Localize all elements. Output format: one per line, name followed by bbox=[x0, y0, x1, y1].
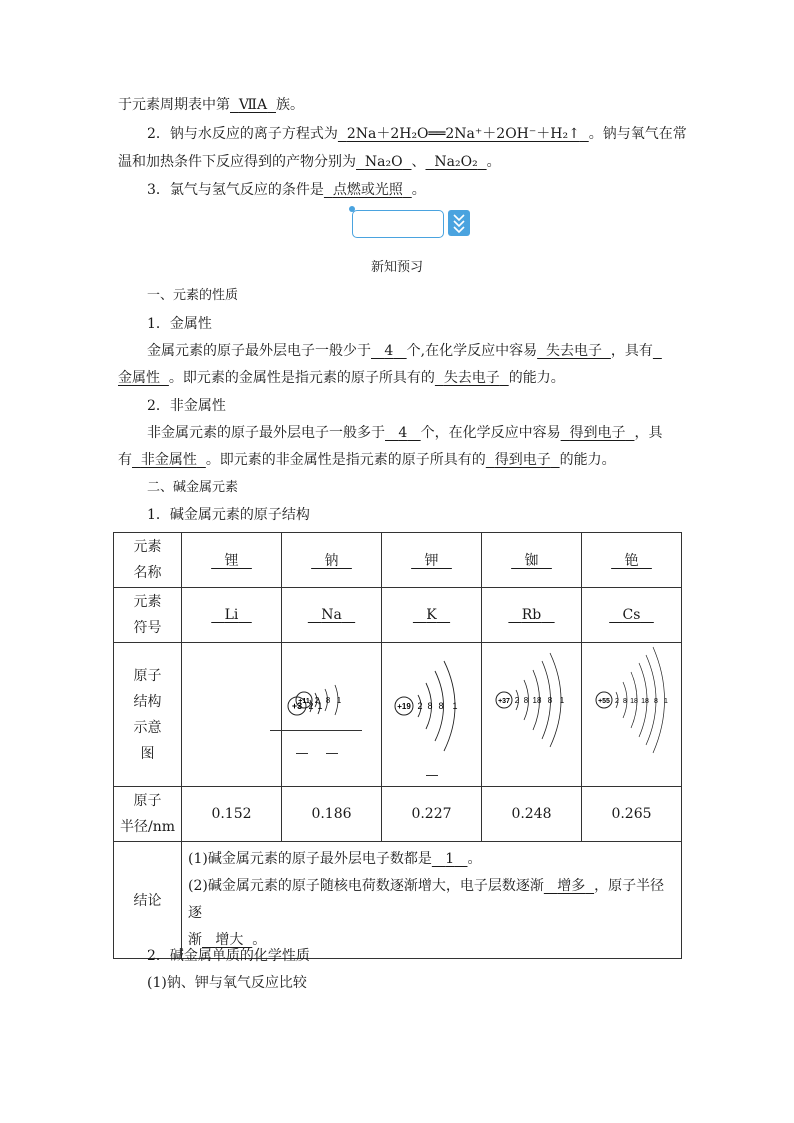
cell-radius: 0.152 bbox=[182, 787, 282, 842]
answer-line bbox=[300, 730, 362, 731]
text: 个，在化学反应中容易 bbox=[420, 425, 561, 441]
row-structure bbox=[114, 643, 682, 787]
cell-radius: 0.265 bbox=[582, 787, 682, 842]
cell-symbol: Li bbox=[182, 588, 282, 643]
text: ，具有 bbox=[610, 343, 653, 359]
answer: 1 bbox=[445, 851, 455, 867]
chevron-down-icon bbox=[448, 210, 470, 236]
shell-count: 2 bbox=[314, 696, 320, 705]
row-header-conclusion: 结论 bbox=[114, 842, 182, 959]
text: ，具 bbox=[634, 425, 663, 441]
cell-symbol: K bbox=[382, 588, 482, 643]
intro-q3 bbox=[147, 180, 426, 200]
s2-sub2: 2．碱金属单质的化学性质 bbox=[147, 948, 310, 964]
shell-count: 2 bbox=[417, 701, 423, 711]
shell-count: 8 bbox=[438, 701, 444, 711]
text: 的能力。 bbox=[559, 452, 616, 468]
answer: 增大 bbox=[215, 932, 244, 948]
intro-q2 bbox=[147, 124, 687, 144]
text: 。即元素的金属性是指元素的原子所具有的 bbox=[168, 370, 435, 386]
nucleus-label: +11 bbox=[298, 698, 310, 705]
shell-count: 8 bbox=[523, 696, 529, 705]
answer: 失去电子 bbox=[443, 370, 500, 386]
s1-sub2: 2．非金属性 bbox=[147, 398, 226, 414]
text: 温和加热条件下反应得到的产物分别为 bbox=[118, 154, 356, 170]
nucleus-label: +3 bbox=[291, 701, 303, 711]
shell-count: 8 bbox=[654, 698, 658, 705]
text: 有 bbox=[118, 452, 132, 468]
s1-p1b bbox=[118, 368, 565, 388]
s2-title: 二、碱金属元素 bbox=[147, 480, 239, 495]
answer-group-number: ⅦA bbox=[238, 97, 268, 113]
answer-na2o2: Na₂O₂ bbox=[434, 154, 478, 170]
shell-count: 8 bbox=[325, 696, 331, 705]
cell-name: 锂 bbox=[182, 533, 282, 588]
atom-diagram-rb bbox=[482, 643, 582, 786]
shell-count: 1 bbox=[336, 696, 342, 705]
section-title: 新知预习 bbox=[370, 260, 423, 275]
nucleus-label: +19 bbox=[397, 702, 411, 711]
shell-count: 18 bbox=[641, 698, 649, 705]
text: 族。 bbox=[276, 97, 304, 113]
s2-sub1: 1．碱金属元素的原子结构 bbox=[147, 507, 310, 523]
row-radius bbox=[114, 787, 682, 842]
cell-symbol: Rb bbox=[482, 588, 582, 643]
cell-name: 钠 bbox=[282, 533, 382, 588]
answer: 非金属性 bbox=[140, 452, 197, 468]
shell-count: 1 bbox=[452, 701, 458, 711]
text: 。即元素的非金属性是指元素的原子所具有的 bbox=[205, 452, 486, 468]
intro-q2b bbox=[118, 152, 501, 172]
row-conclusion bbox=[114, 842, 682, 959]
text: 渐 bbox=[188, 932, 202, 948]
text: 于元素周期表中第 bbox=[118, 97, 230, 113]
answer: 失去电子 bbox=[546, 343, 602, 359]
cell-structure bbox=[482, 643, 582, 787]
cell-name: 铷 bbox=[482, 533, 582, 588]
answer-condition: 点燃或光照 bbox=[332, 182, 403, 198]
shell-count: 8 bbox=[547, 696, 553, 705]
answer-line bbox=[326, 753, 338, 754]
answer-blank bbox=[653, 343, 662, 359]
s1-title: 一、元素的性质 bbox=[147, 288, 239, 303]
text: 的能力。 bbox=[508, 370, 565, 386]
text: 非金属元素的原子最外层电子一般多于 bbox=[147, 425, 385, 441]
section-banner bbox=[352, 210, 470, 238]
nucleus-label: +55 bbox=[598, 698, 610, 705]
text: 。 bbox=[467, 851, 482, 867]
row-header-symbol: 元素 符号 bbox=[114, 588, 182, 643]
shell-count: 18 bbox=[532, 696, 542, 705]
text: 。 bbox=[486, 154, 501, 170]
alkali-metal-table bbox=[113, 532, 682, 959]
answer-line bbox=[426, 775, 438, 776]
shell-count: 2 bbox=[615, 698, 619, 705]
cell-structure bbox=[582, 643, 682, 787]
shell-count: 2 bbox=[308, 701, 314, 711]
cell-structure bbox=[382, 643, 482, 787]
row-header-structure: 原子 结构 示意 图 bbox=[114, 643, 182, 787]
answer: 得到电子 bbox=[494, 452, 551, 468]
cell-structure bbox=[282, 643, 382, 787]
text: 。 bbox=[411, 182, 426, 198]
cell-radius: 0.227 bbox=[382, 787, 482, 842]
s1-p2a bbox=[147, 423, 662, 443]
answer: 金属性 bbox=[118, 370, 160, 386]
cell-name: 钾 bbox=[382, 533, 482, 588]
atom-diagram-na bbox=[282, 643, 382, 786]
nucleus-label: +37 bbox=[498, 698, 510, 705]
text: 、 bbox=[411, 154, 426, 170]
answer-equation: 2Na＋2H₂O══2Na⁺＋2OH⁻＋H₂↑ bbox=[346, 126, 580, 142]
row-header-radius: 原子 半径/nm bbox=[114, 787, 182, 842]
text: 。 bbox=[252, 932, 267, 948]
atom-diagram-cs bbox=[582, 643, 682, 786]
shell-count: 1 bbox=[317, 701, 323, 711]
text: 3．氯气与氢气反应的条件是 bbox=[147, 182, 324, 198]
banner-box bbox=[352, 210, 444, 238]
s2-sub3: (1)钠、钾与氧气反应比较 bbox=[147, 975, 307, 991]
cell-symbol: Cs bbox=[582, 588, 682, 643]
text: (1)碱金属元素的原子最外层电子数都是 bbox=[188, 851, 432, 867]
conclusion-text bbox=[182, 842, 682, 959]
intro-line-1 bbox=[118, 95, 304, 115]
cell-name: 铯 bbox=[582, 533, 682, 588]
answer: 4 bbox=[398, 425, 408, 441]
shell-count: 18 bbox=[630, 698, 638, 705]
cell-radius: 0.186 bbox=[282, 787, 382, 842]
answer: 增多 bbox=[557, 878, 586, 894]
s1-sub1: 1．金属性 bbox=[147, 316, 212, 332]
shell-count: 1 bbox=[664, 698, 668, 705]
shell-count: 2 bbox=[514, 696, 520, 705]
text: 2．钠与水反应的离子方程式为 bbox=[147, 126, 338, 142]
answer-na2o: Na₂O bbox=[364, 154, 403, 170]
text: ，原子半径逐 bbox=[188, 878, 665, 921]
row-header-name: 元素 名称 bbox=[114, 533, 182, 588]
text: 个,在化学反应中容易 bbox=[406, 343, 538, 359]
cell-radius: 0.248 bbox=[482, 787, 582, 842]
cell-symbol: Na bbox=[282, 588, 382, 643]
row-symbol bbox=[114, 588, 682, 643]
banner-dot bbox=[349, 206, 355, 212]
s1-p1a bbox=[147, 341, 662, 361]
text: 。钠与氧气在常 bbox=[588, 126, 687, 142]
row-name bbox=[114, 533, 682, 588]
shell-count: 1 bbox=[559, 696, 565, 705]
text: (2)碱金属元素的原子随核电荷数逐渐增大，电子层数逐渐 bbox=[188, 878, 544, 894]
s1-p2b bbox=[118, 450, 616, 470]
shell-count: 8 bbox=[427, 701, 433, 711]
answer: 得到电子 bbox=[569, 425, 626, 441]
atom-diagram-k bbox=[382, 643, 482, 786]
text: 金属元素的原子最外层电子一般少于 bbox=[147, 343, 371, 359]
shell-count: 8 bbox=[623, 698, 627, 705]
answer: 4 bbox=[384, 343, 394, 359]
